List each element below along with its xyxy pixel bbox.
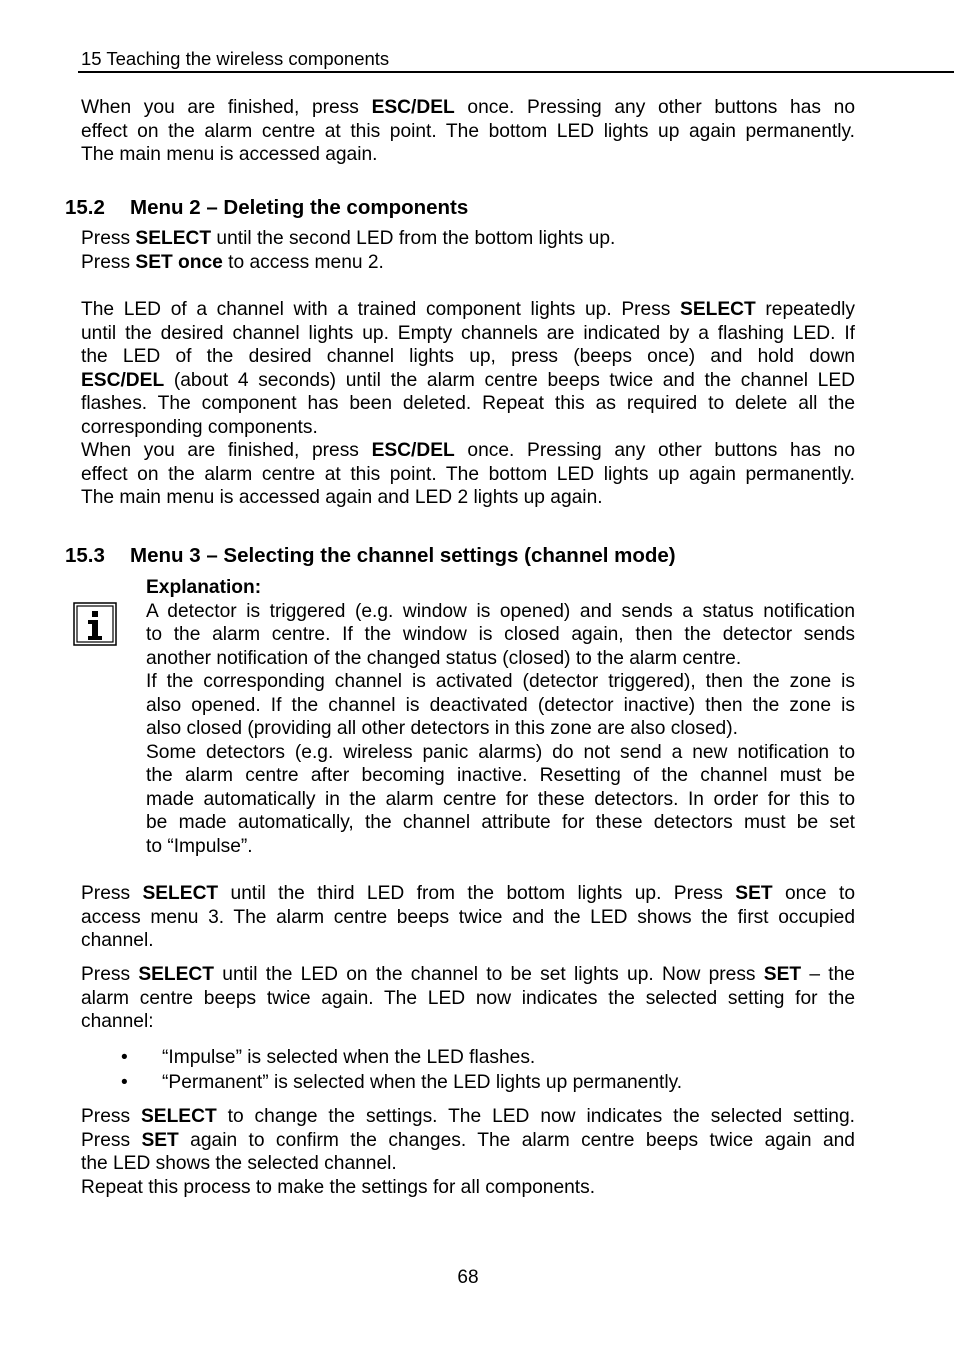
bullet-icon: • <box>121 1072 128 1093</box>
text-line: the LED shows the selected channel. <box>81 1153 397 1174</box>
text-line: Press SET once to access menu 2. <box>81 251 384 273</box>
section-15-2-steps <box>81 227 855 274</box>
text-line: effect on the alarm centre at this point. The bottom LED lights up again permanently. <box>81 463 855 485</box>
text-line: also closed (providing all other detectors in this zone are also closed). <box>146 718 738 739</box>
text-line: access menu 3. The alarm centre beeps twice and the LED shows the first occupied <box>81 906 855 928</box>
text-line: The main menu is accessed again and LED 2 lights up again. <box>81 487 603 508</box>
text-line: The LED of a channel with a trained component lights up. Press SELECT repeatedly <box>81 299 856 320</box>
explanation-box <box>146 576 855 858</box>
text-line: Press SELECT until the third LED from the bottom lights up. Press SET once to <box>81 883 855 904</box>
text-line: Press SELECT until the second LED from the bottom lights up. <box>81 228 616 249</box>
text-line: also opened. If the channel is deactivated (detector inactive) then the zone is <box>146 694 855 716</box>
chapter-title: 15 Teaching the wireless components <box>81 48 390 69</box>
text-line: alarm centre beeps twice again. The LED now indicates the selected setting for the <box>81 987 855 1009</box>
list-item: • “Impulse” is selected when the LED flashes. <box>121 1047 536 1068</box>
text-line: channel: <box>81 1011 154 1032</box>
text-line: the LED of the desired channel lights up, press (beeps once) and hold down <box>81 346 855 367</box>
text-line: The main menu is accessed again. <box>81 144 378 165</box>
text-line: flashes. The component has been deleted. Repeat this as required to delete all the <box>81 393 855 414</box>
explanation-label: Explanation: <box>146 577 262 598</box>
text-line: be made automatically, the channel attribute for these detectors must be set <box>146 812 855 833</box>
text-line: Press SELECT to change the settings. The LED now indicates the selected setting. <box>81 1106 855 1127</box>
text-line: until the desired channel lights up. Empty channels are indicated by a flashing LED. If <box>81 322 855 344</box>
text-line: effect on the alarm centre at this point. The bottom LED lights up again permanently. <box>81 120 855 142</box>
text-line: A detector is triggered (e.g. window is opened) and sends a status notification <box>146 600 855 622</box>
text-line: ESC/DEL (about 4 seconds) until the alarm centre beeps twice and the channel LED <box>81 369 855 391</box>
text-line: If the corresponding channel is activated (detector triggered), then the zone is <box>146 671 855 692</box>
text-line: to the alarm centre. If the window is closed again, then the detector sends <box>146 624 855 645</box>
text-line: the alarm centre after becoming inactive. Resetting of the channel must be <box>146 765 855 786</box>
page-number: 68 <box>457 1267 479 1288</box>
section-15-3-paragraph-1 <box>81 882 855 953</box>
text-line: Repeat this process to make the settings for all components. <box>81 1176 596 1198</box>
section-15-3-paragraph-2 <box>81 963 855 1034</box>
text-line: When you are finished, press ESC/DEL once. Pressing any other buttons has no <box>81 97 855 118</box>
section-15-2-paragraph <box>81 298 855 510</box>
text-line: made automatically in the alarm centre for these detectors. In order for this to <box>146 788 855 810</box>
intro-paragraph <box>81 96 855 167</box>
running-header <box>78 48 954 73</box>
text-line: Some detectors (e.g. wireless panic alarms) do not send a new notification to <box>146 741 855 763</box>
bullet-icon: • <box>121 1047 128 1068</box>
text-line: When you are finished, press ESC/DEL once. Pressing any other buttons has no <box>81 440 855 461</box>
list-item: • “Permanent” is selected when the LED lights up permanently. <box>121 1072 683 1093</box>
settings-bullet-list <box>81 1045 855 1095</box>
text-line: channel. <box>81 930 154 951</box>
section-15-3-paragraph-3 <box>81 1105 855 1199</box>
text-line: corresponding components. <box>81 416 318 438</box>
text-line: Press SELECT until the LED on the channel to be set lights up. Now press SET – the <box>81 964 855 985</box>
text-line: to “Impulse”. <box>146 835 253 857</box>
text-line: Press SET again to confirm the changes. The alarm centre beeps twice again and <box>81 1129 855 1151</box>
text-line: another notification of the changed status (closed) to the alarm centre. <box>146 647 742 669</box>
section-heading-15-2: 15.2 Menu 2 – Deleting the components <box>65 196 469 219</box>
section-heading-15-3: 15.3 Menu 3 – Selecting the channel settings (channel mode) <box>65 544 676 567</box>
info-icon <box>73 602 117 646</box>
